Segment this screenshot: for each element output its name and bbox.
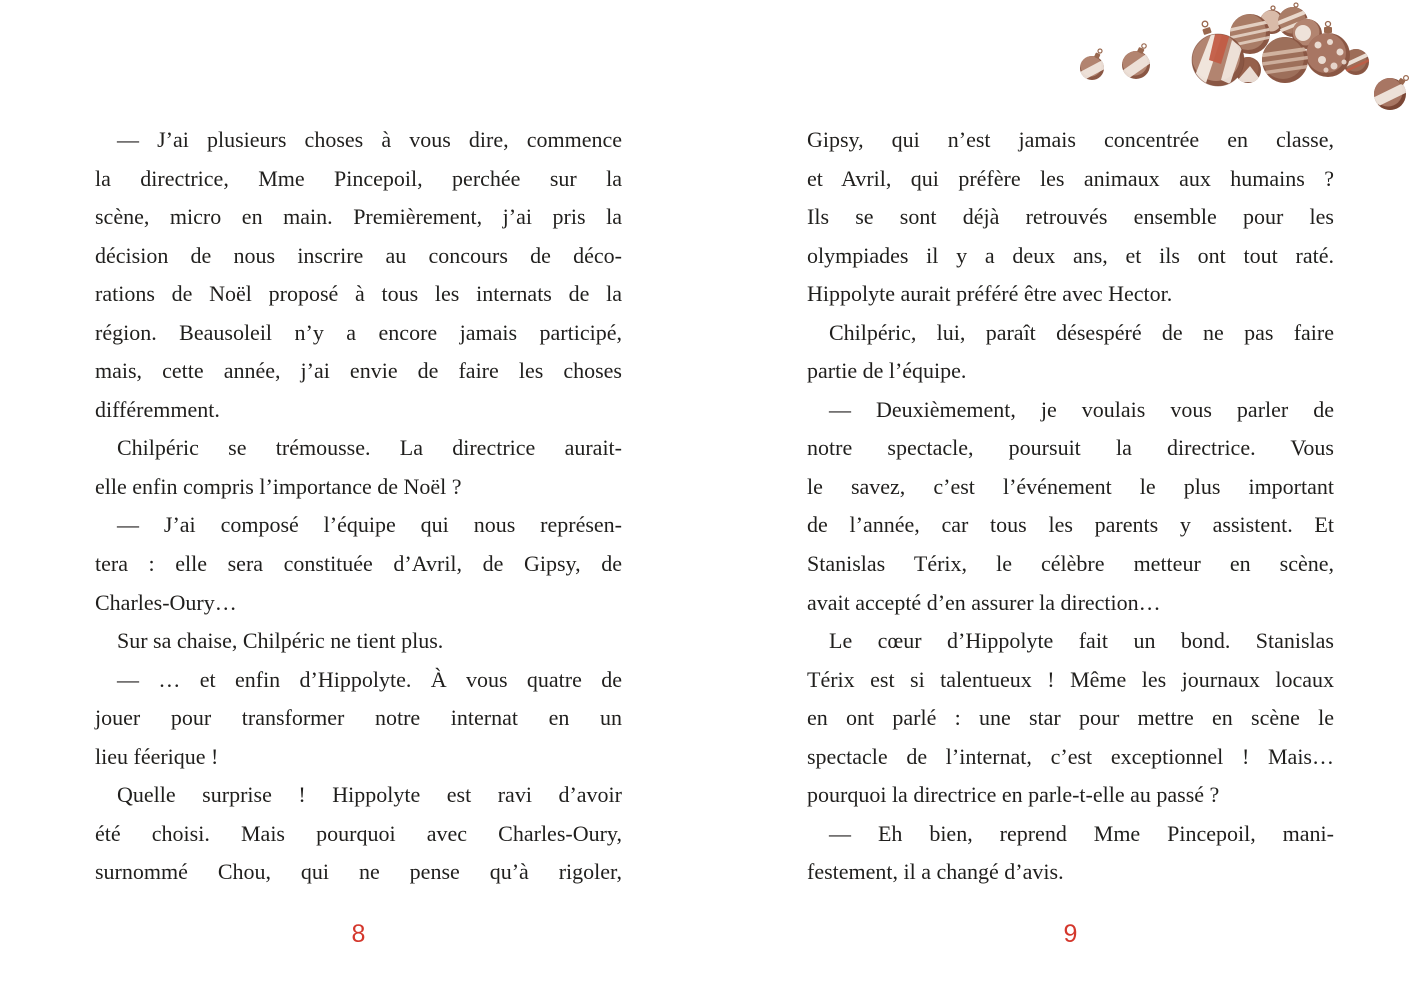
- text-line: différemment.: [95, 396, 220, 422]
- page-number-right: 9: [1063, 920, 1078, 948]
- text-line: festement, il a changé d’avis.: [807, 859, 1064, 885]
- text-line: — J’ai composé l’équipe qui nous représen-: [117, 512, 622, 538]
- text-line: jouer pour transformer notre internat en un: [95, 705, 622, 731]
- text-line: pourquoi la directrice en parle-t-elle au passé ?: [807, 782, 1220, 808]
- bauble: [1119, 44, 1158, 81]
- text-line: Stanislas Térix, le célèbre metteur en scène,: [807, 551, 1334, 577]
- page-number-left: 8: [351, 920, 366, 948]
- text-line: rations de Noël proposé à tous les internats de la: [95, 281, 622, 307]
- text-line: scène, micro en main. Premièrement, j’ai pris la: [95, 204, 622, 230]
- text-line: Charles-Oury…: [95, 589, 237, 615]
- text-line: — … et enfin d’Hippolyte. À vous quatre de: [117, 666, 622, 692]
- text-line: Hippolyte aurait préféré être avec Hector.: [807, 281, 1173, 307]
- bauble: [1076, 49, 1110, 82]
- text-line: été choisi. Mais pourquoi avec Charles-Oury,: [95, 820, 622, 846]
- text-line: en ont parlé : une star pour mettre en scène le: [807, 705, 1334, 731]
- text-line: — Deuxièmement, je voulais vous parler de: [829, 396, 1334, 422]
- text-line: de l’année, car tous les parents y assistent. Et: [807, 512, 1334, 538]
- text-line: région. Beausoleil n’y a encore jamais participé,: [95, 319, 622, 345]
- text-line: mais, cette année, j’ai envie de faire les choses: [95, 358, 622, 384]
- text-line: Térix est si talentueux ! Même les journaux locaux: [807, 666, 1334, 692]
- right-page-text: [807, 121, 1334, 892]
- text-line: tera : elle sera constituée d’Avril, de Gipsy, de: [95, 551, 622, 577]
- text-line: Ils se sont déjà retrouvés ensemble pour les: [807, 204, 1334, 230]
- text-line: lieu féerique !: [95, 743, 219, 769]
- text-line: Chilpéric, lui, paraît désespéré de ne pas faire: [829, 319, 1334, 345]
- text-line: olympiades il y a deux ans, et ils ont tout raté.: [807, 242, 1334, 268]
- text-line: surnommé Chou, qui ne pense qu’à rigoler,: [95, 859, 622, 885]
- text-line: Chilpéric se trémousse. La directrice aurait-: [117, 435, 622, 461]
- text-line: la directrice, Mme Pincepoil, perchée sur la: [95, 165, 622, 191]
- text-line: Le cœur d’Hippolyte fait un bond. Stanislas: [829, 628, 1334, 654]
- text-line: Sur sa chaise, Chilpéric ne tient plus.: [117, 628, 444, 654]
- left-page-text: [95, 121, 622, 892]
- text-line: spectacle de l’internat, c’est exceptionnel ! Mais…: [807, 743, 1334, 769]
- text-line: décision de nous inscrire au concours de déco-: [95, 242, 622, 268]
- text-line: Gipsy, qui n’est jamais concentrée en classe,: [807, 127, 1334, 152]
- bauble: [1370, 76, 1414, 112]
- text-line: — J’ai plusieurs choses à vous dire, commence: [117, 127, 622, 152]
- text-line: partie de l’équipe.: [807, 358, 967, 384]
- text-line: elle enfin compris l’importance de Noël ?: [95, 473, 462, 499]
- text-line: le savez, c’est l’événement le plus important: [807, 473, 1334, 499]
- christmas-baubles-illustration: [1060, 0, 1428, 130]
- text-line: — Eh bien, reprend Mme Pincepoil, mani-: [829, 820, 1334, 846]
- text-line: notre spectacle, poursuit la directrice. Vous: [807, 435, 1334, 461]
- text-line: avait accepté d’en assurer la direction…: [807, 589, 1161, 615]
- text-line: Quelle surprise ! Hippolyte est ravi d’avoir: [117, 782, 622, 808]
- text-line: et Avril, qui préfère les animaux aux humains ?: [807, 165, 1334, 191]
